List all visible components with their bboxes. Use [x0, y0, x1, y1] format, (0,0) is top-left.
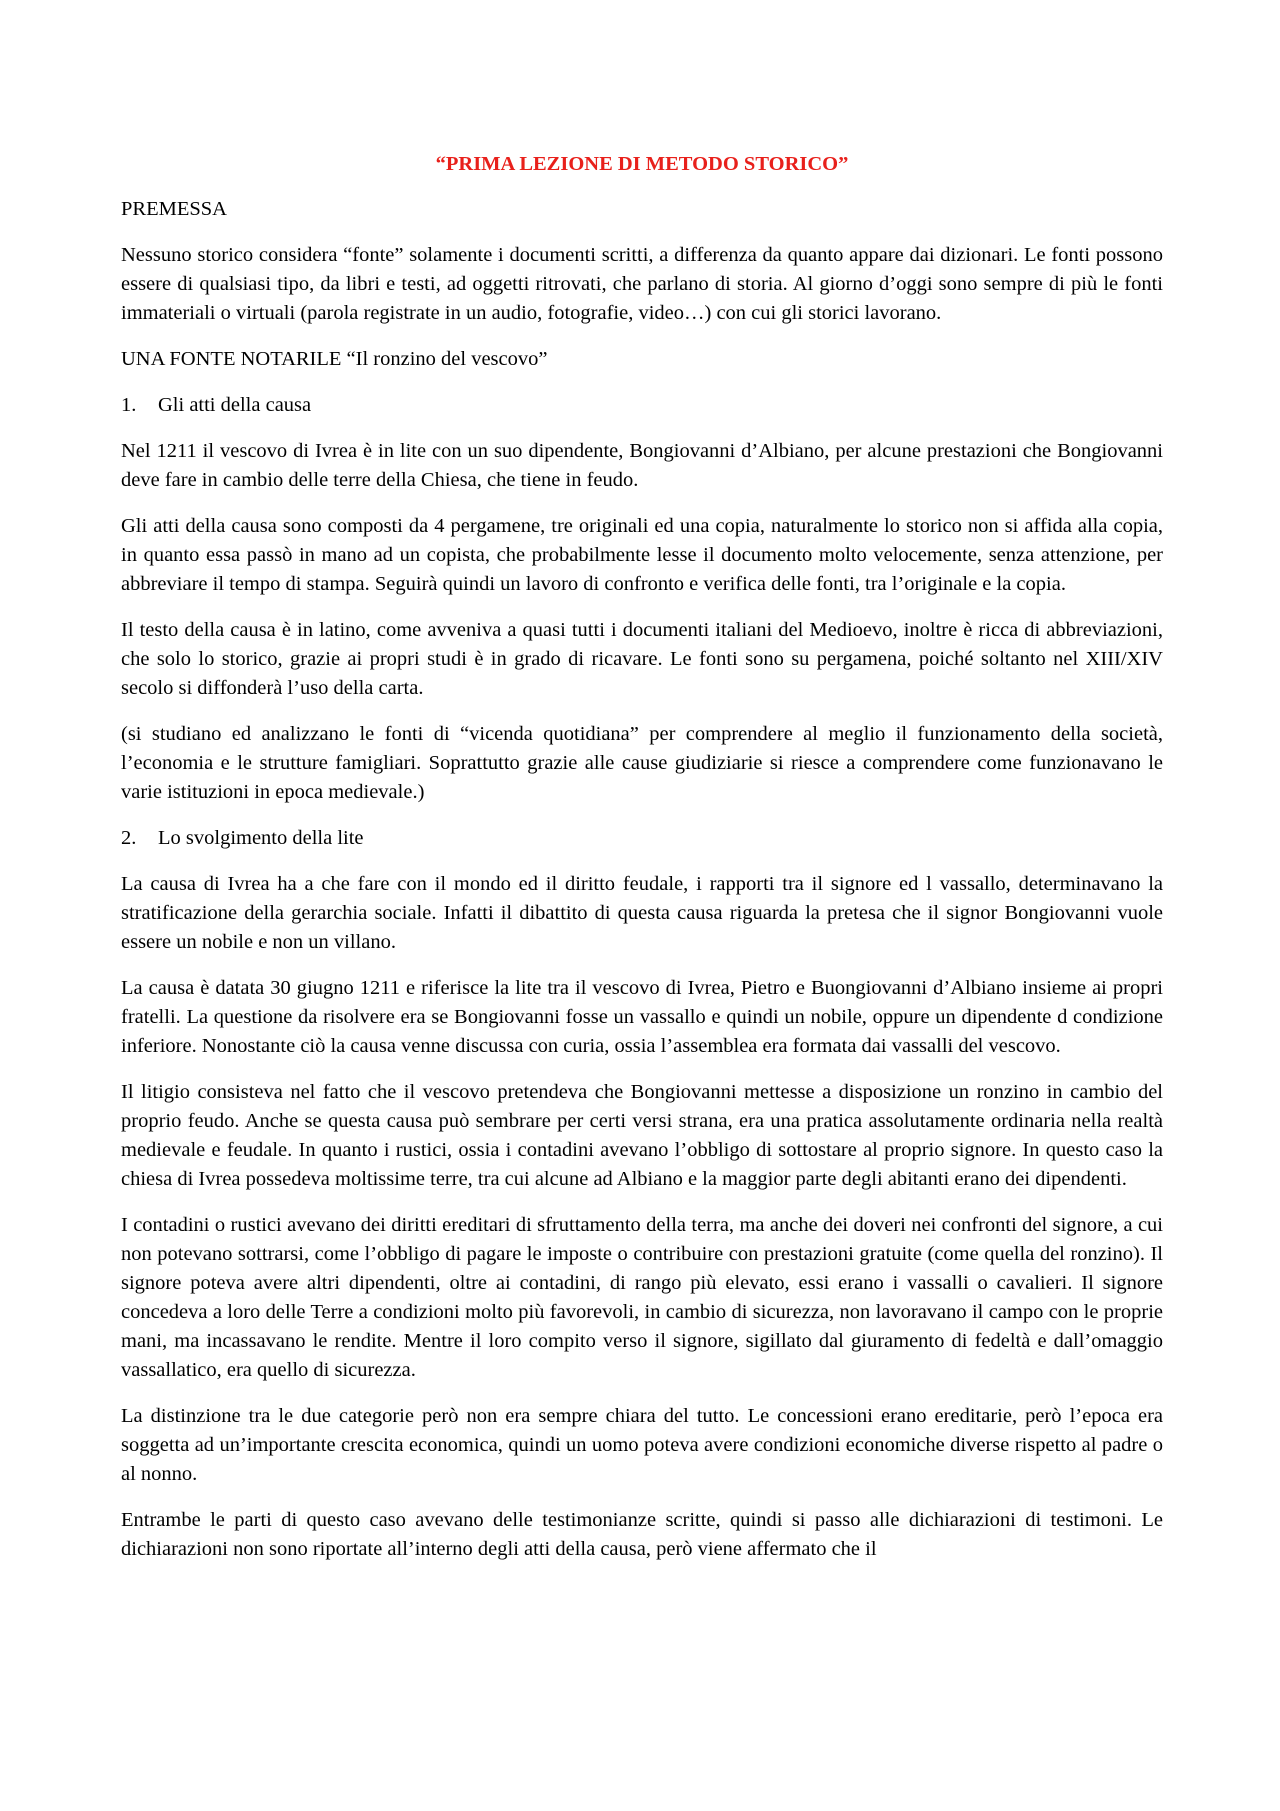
section-2-paragraph: Entrambe le parti di questo caso avevano delle testimonianze scritte, quindi si passo alle dichiarazioni di testimoni. Le dichiarazioni non sono riportate all’interno degli atti della causa, però viene affermato che il — [121, 1509, 1163, 1560]
section-2-paragraph: La causa di Ivrea ha a che fare con il mondo ed il diritto feudale, i rapporti tra il signore ed l vassallo, determinavano la stratificazione della gerarchia sociale. Infatti il dibattito di questa causa riguarda la pretesa che il signor Bongiovanni vuole essere un nobile e non un villano. — [121, 873, 1163, 953]
premessa-paragraph: Nessuno storico considera “fonte” solamente i documenti scritti, a differenza da quanto appare dai dizionari. Le fonti possono essere di qualsiasi tipo, da libri e testi, ad oggetti ritrovati, che parlano di storia. Al giorno d’oggi sono sempre di più le fonti immateriali o virtuali (parola registrate in un audio, fotografie, video…) con cui gli storici lavorano. — [121, 244, 1163, 324]
section-2-paragraph: La distinzione tra le due categorie però non era sempre chiara del tutto. Le concessioni erano ereditarie, però l’epoca era soggetta ad un’importante crescita economica, quindi un uomo poteva avere condizioni economiche diverse rispetto al padre o al nonno. — [121, 1405, 1163, 1485]
section-1-paragraph: Nel 1211 il vescovo di Ivrea è in lite con un suo dipendente, Bongiovanni d’Albiano, per alcune prestazioni che Bongiovanni deve fare in cambio delle terre della Chiesa, che tiene in feudo. — [121, 440, 1163, 491]
section-1-number: 1. — [121, 394, 137, 416]
section-1-paragraph: (si studiano ed analizzano le fonti di “vicenda quotidiana” per comprendere al meglio il funzionamento della società, l’economia e le strutture famigliari. Soprattutto grazie alle cause giudiziarie si riesce a comprendere come funzionavano le varie istituzioni in epoca medievale.) — [121, 723, 1163, 803]
section-2-heading — [121, 824, 1163, 853]
section-1-heading — [121, 391, 1163, 420]
document-page — [121, 150, 1163, 1581]
premessa-heading: PREMESSA — [121, 198, 227, 220]
section-1-paragraph: Gli atti della causa sono composti da 4 pergamene, tre originali ed una copia, naturalmente lo storico non si affida alla copia, in quanto essa passò in mano ad un copista, che probabilmente lesse il documento molto velocemente, senza attenzione, per abbreviare il tempo di stampa. Seguirà quindi un lavoro di confronto e verifica delle fonti, tra l’originale e la copia. — [121, 515, 1163, 595]
section-2-number: 2. — [121, 827, 137, 849]
fonte-notarile-heading: UNA FONTE NOTARILE “Il ronzino del vescovo” — [121, 348, 548, 370]
document-title: “PRIMA LEZIONE DI METODO STORICO” — [435, 153, 849, 175]
section-2-paragraph: La causa è datata 30 giugno 1211 e riferisce la lite tra il vescovo di Ivrea, Pietro e Buongiovanni d’Albiano insieme ai propri fratelli. La questione da risolvere era se Bongiovanni fosse un vassallo e quindi un nobile, oppure un dipendente d condizione inferiore. Nonostante ciò la causa venne discussa con curia, ossia l’assemblea era formata dai vassalli del vescovo. — [121, 977, 1163, 1057]
section-2-title: Lo svolgimento della lite — [158, 827, 364, 849]
section-2-paragraph: I contadini o rustici avevano dei diritti ereditari di sfruttamento della terra, ma anche dei doveri nei confronti del signore, a cui non potevano sottrarsi, come l’obbligo di pagare le imposte o contribuire con prestazioni gratuite (come quella del ronzino). Il signore poteva avere altri dipendenti, oltre ai contadini, di rango più elevato, essi erano i vassalli o cavalieri. Il signore concedeva a loro delle Terre a condizioni molto più favorevoli, in cambio di sicurezza, non lavoravano il campo con le proprie mani, ma incassavano le rendite. Mentre il loro compito verso il signore, sigillato dal giuramento di fedeltà e dall’omaggio vassallatico, era quello di sicurezza. — [121, 1214, 1163, 1381]
section-2-paragraph: Il litigio consisteva nel fatto che il vescovo pretendeva che Bongiovanni mettesse a disposizione un ronzino in cambio del proprio feudo. Anche se questa causa può sembrare per certi versi strana, era una pratica assolutamente ordinaria nella realtà medievale e feudale. In quanto i rustici, ossia i contadini avevano l’obbligo di sottostare al proprio signore. In questo caso la chiesa di Ivrea possedeva moltissime terre, tra cui alcune ad Albiano e la maggior parte degli abitanti erano dei dipendenti. — [121, 1081, 1163, 1190]
section-1-title: Gli atti della causa — [158, 394, 312, 416]
section-1-paragraph: Il testo della causa è in latino, come avveniva a quasi tutti i documenti italiani del Medioevo, inoltre è ricca di abbreviazioni, che solo lo storico, grazie ai propri studi è in grado di ricavare. Le fonti sono su pergamena, poiché soltanto nel XIII/XIV secolo si diffonderà l’uso della carta. — [121, 619, 1163, 699]
